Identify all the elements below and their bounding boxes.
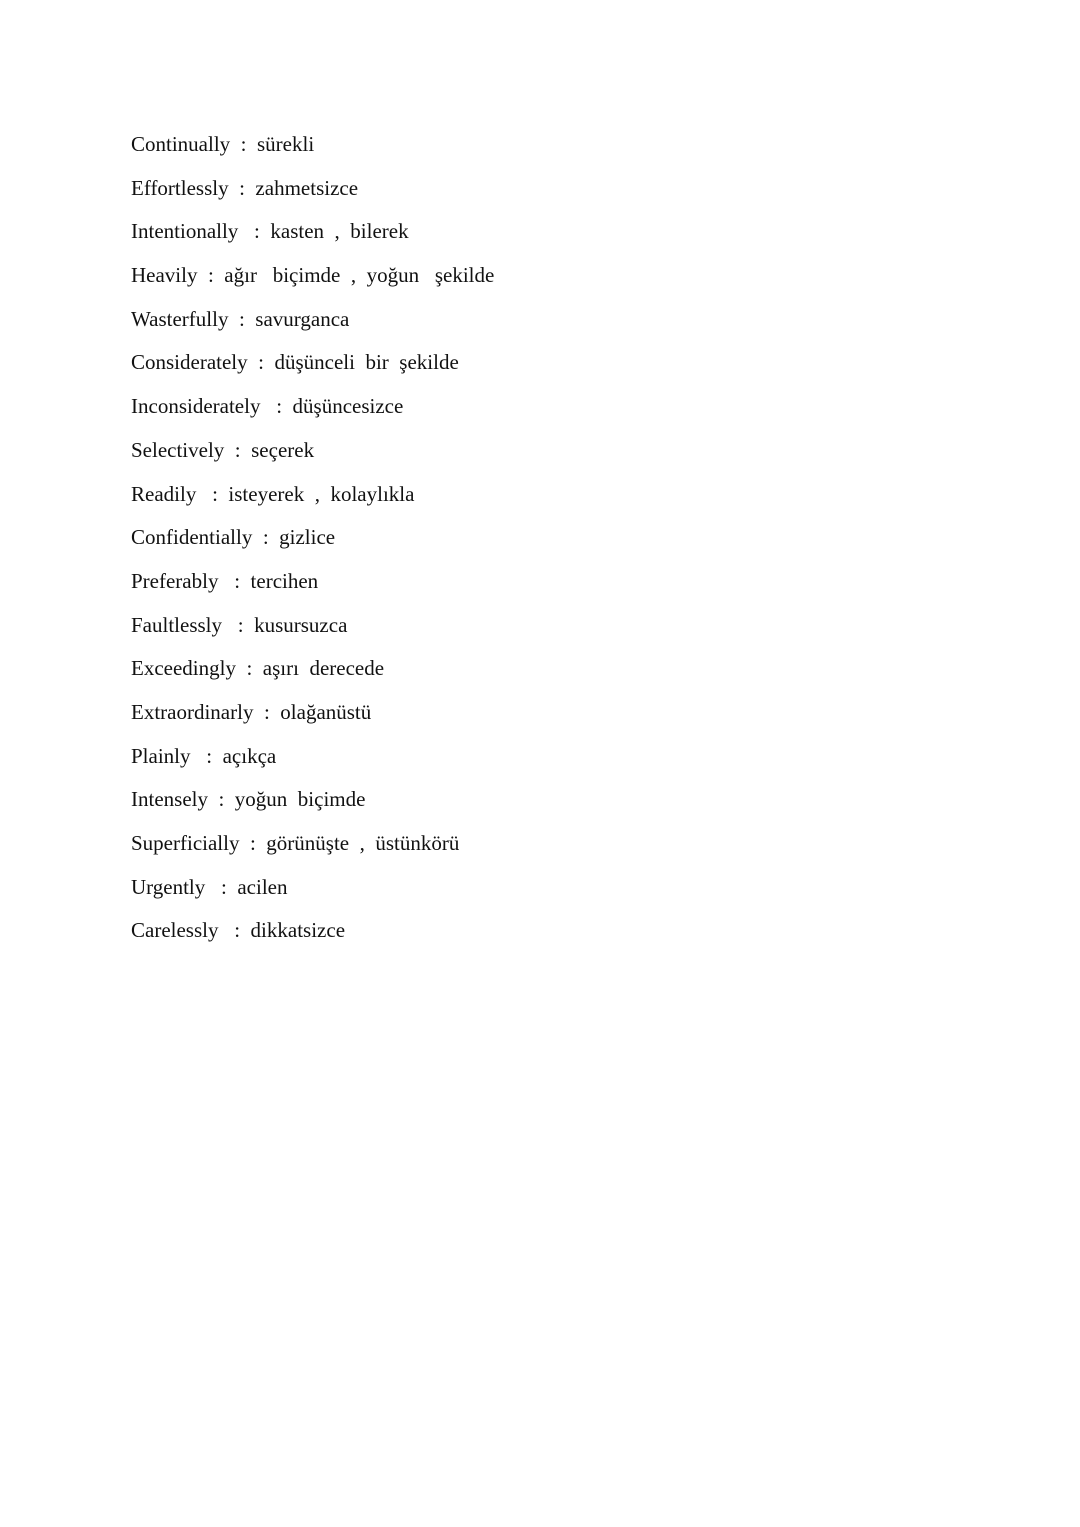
vocabulary-entry: Extraordinarly : olağanüstü xyxy=(131,699,372,724)
vocabulary-entry: Preferably : tercihen xyxy=(131,568,319,593)
vocabulary-entry: Exceedingly : aşırı derecede xyxy=(131,656,385,681)
vocabulary-entry: Wasterfully : savurganca xyxy=(131,306,350,331)
vocabulary-entry: Superficially : görünüşte , üstünkörü xyxy=(131,831,460,855)
vocabulary-entry: Confidentially : gizlice xyxy=(131,525,336,550)
vocabulary-entry: Faultlessly : kusursuzca xyxy=(131,612,348,637)
vocabulary-entry: Inconsiderately : düşüncesizce xyxy=(131,394,404,419)
vocabulary-entry: Selectively : seçerek xyxy=(131,437,315,462)
vocabulary-entry: Considerately : düşünceli bir şekilde xyxy=(131,350,459,375)
vocabulary-entry: Urgently : acilen xyxy=(131,874,288,899)
vocabulary-entry: Carelessly : dikkatsizce xyxy=(131,918,346,943)
vocabulary-entry: Heavily : ağır biçimde , yoğun şekilde xyxy=(131,263,495,288)
vocabulary-entry: Continually : sürekli xyxy=(131,132,315,156)
vocabulary-entry: Readily : isteyerek , kolaylıkla xyxy=(131,481,415,506)
vocabulary-list xyxy=(131,126,494,956)
vocabulary-entry: Effortlessly : zahmetsizce xyxy=(131,175,359,200)
vocabulary-entry: Plainly : açıkça xyxy=(131,743,277,768)
vocabulary-entry: Intentionally : kasten , bilerek xyxy=(131,219,409,244)
vocabulary-entry: Intensely : yoğun biçimde xyxy=(131,787,366,812)
